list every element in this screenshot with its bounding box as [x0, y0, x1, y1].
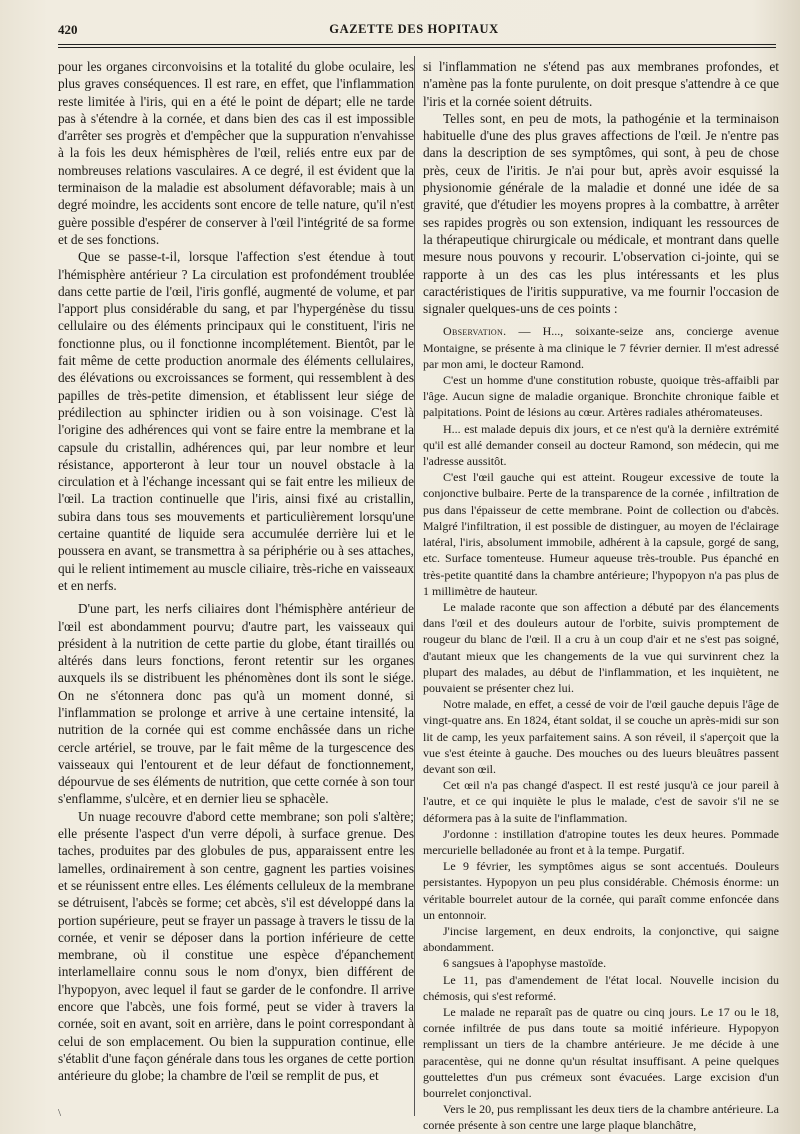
paragraph: Telles sont, en peu de mots, la pathogénie et la terminaison habituelle d'une des plus graves affections de l'œil. Je n'entre pas dans la description de ses symptômes, qui sont, à peu de chose près, ceux de l'iritis. Je n'ai pour but, après avoir esquissé la physionomie générale de la maladie et donné une idée de sa gravité, que d'étudier les moyens propres à la combattre, à arrêter ses rapides progrès ou son extension, indiquant les ressources de la thérapeutique chirurgicale ou médicale, et montrant dans quelle mesure nous pouvons y recourir. L'observation ci-jointe, qui se rapporte à un des cas les plus intéressants et les plus caractéristiques de l'iritis suppurative, va me fournir l'occasion de signaler quelques-uns de ces points : [423, 110, 779, 317]
observation-text: — H..., soixante-seize ans, concierge avenue Montaigne, se présente à ma clinique le 7 février dernier. Il m'est adressé par mon ami, le docteur Ramond. [423, 324, 780, 371]
observation-paragraph: J'incise largement, en deux endroits, la conjonctive, qui saigne abondamment. [423, 923, 779, 955]
observation-paragraph: Le 9 février, les symptômes aigus se sont accentués. Douleurs persistantes. Hypopyon un peu plus considérable. Chémosis énorme: un véritable bourrelet autour de la cornée, qui paraît comme enfoncée dans un entonnoir. [423, 859, 779, 922]
left-column [58, 58, 414, 1085]
observation-paragraph: Le 11, pas d'amendement de l'état local. Nouvelle incision du chémosis, qui s'est reformé. [423, 972, 779, 1003]
page-number: 420 [58, 22, 78, 37]
header-rule [58, 44, 776, 45]
observation-paragraph: Notre malade, en effet, a cessé de voir de l'œil gauche depuis l'âge de vingt-quatre ans. En 1824, étant soldat, il se couche un après-midi sur son lit de camp, les yeux parfaitement sains. A son réveil, il s'aperçoit que la vue s'est éteinte à gauche. Des mouches ou des lueurs bleuâtres passent devant son œil. [423, 697, 779, 776]
margin-mark: \ [58, 1107, 62, 1119]
journal-title: GAZETTE DES HOPITAUX [329, 22, 499, 36]
paragraph: Un nuage recouvre d'abord cette membrane; son poli s'altère; elle présente l'aspect d'un verre dépoli, à surface grenue. Des taches, produites par des globules de pus, apparaissent entre les lamelles, ordinairement à son centre, gagnent les parties voisines et se réunissent entre elles. Les éléments celluleux de la membrane se détruisent, l'abcès se forme; cet abcès, s'il est développé dans la portion supérieure, peut se frayer un passage à travers le tissu de la cornée, et venir se déposer dans la portion inférieure de cette membrane, où il constitue une espèce d'épanchement interlamellaire connu sous le nom d'onyx, bien différent de l'hypopyon, avec lequel il faut se garder de le confondre. Il arrive encore que l'abcès, une fois formé, peut se vider à travers la cornée, soit en avant, soit en arrière, dans le point correspondant à celui de son emplacement. Ou bien la suppuration continue, elle s'établit d'une façon générale dans tous les organes de cette portion antérieure du globe; la chambre de l'œil se remplit de pus, et [58, 808, 414, 1084]
observation-paragraph: H... est malade depuis dix jours, et ce n'est qu'à la dernière extrémité qu'il est allé demander conseil au docteur Ramond, son médecin, qui me l'adresse aussitôt. [423, 421, 779, 469]
observation-paragraph: 6 sangsues à l'apophyse mastoïde. [443, 956, 607, 971]
paragraph: si l'inflammation ne s'étend pas aux membranes profondes, et n'amène pas la fonte purulente, on doit presque s'attendre à ce que l'iris et la cornée soient détruits. [423, 59, 779, 109]
paragraph: Que se passe-t-il, lorsque l'affection s'est étendue à tout l'hémisphère antérieur ? La circulation est profondément troublée dans cette partie de l'œil, l'iris gonflé, augmenté de volume, et par l'apport plus considérable du sang, et par l'hypergénèse du tissu cellulaire ou des éléments principaux qui le constituent, l'iris ne fonctionne plus, ou il fonctionne incomplétement. Bientôt, par le fait même de cette production anormale des éléments cellulaires, des élévations ou excroissances se forment, qui ressemblent à des papilles de très-petite dimension, et établissent leur siége de prédilection au sphincter iridien ou à son voisinage. C'est là l'origine des adhérences qui vont se faire entre la membrane et la capsule du cristallin, adhérences qui, par leur nombre et leur résistance, apporteront à leur tour un nouvel obstacle à la circulation et à l'échange incessant qui se fait entre les milieux de l'œil. La traction continuelle que l'iris, ainsi fixé au cristallin, subira dans tous ses mouvements et particulièrement lorsqu'une certaine quantité de liquide sera accumulée derrière lui et le poussera en avant, se transmettra à sa périphérie ou à ses attaches, qui le relient intimement au muscle ciliaire, très-riche en vaisseaux et en nerfs. [58, 249, 414, 593]
observation-paragraph: Le malade ne reparaît pas de quatre ou cinq jours. Le 17 ou le 18, cornée infiltrée de pus dans toute sa moitié inférieure. Hypopyon remplissant un tiers de la chambre antérieure. Je me décide à une paracentèse, qui ne donne qu'un résultat insuffisant. A peine quelques gouttelettes d'un pus crémeux sont évacuées. Large excision d'un bourrelet conjonctival. [423, 1004, 779, 1100]
observation-paragraph: J'ordonne : instillation d'atropine toutes les deux heures. Pommade mercurielle belladonée au front et à la tempe. Purgatif. [423, 826, 779, 857]
observation-paragraph [423, 323, 779, 372]
page-header [58, 22, 770, 46]
observation-paragraph: Vers le 20, pus remplissant les deux tiers de la chambre antérieure. La cornée présente à son centre une large plaque blanchâtre, [423, 1102, 779, 1133]
right-column [423, 58, 779, 1134]
observation-paragraph: C'est un homme d'une constitution robuste, quoique très-affaibli par l'âge. Aucun signe de maladie organique. Bronchite chronique faible et palpitations. Point de lésions au cœur. Artères radiales athéromateuses. [423, 373, 779, 420]
paragraph: D'une part, les nerfs ciliaires dont l'hémisphère antérieur de l'œil est abondamment pourvu; d'autre part, les vaisseaux qui président à la nutrition de cette partie du globe, étant tiraillés ou altérés dans leurs fonctions, feront retentir sur les organes auxquels ils se distribuent les phénomènes dont ils sont le siége. On ne s'étonnera donc pas qu'à un moment donné, si l'inflammation se prolonge et arrive à une certaine intensité, la nutrition de la cornée qui est comme enchâssée dans un riche cercle artériel, se trouve, par le fait même de la turgescence des vaisseaux qui l'entourent et de leur défaut de fonctionnement, dépourvue de ses éléments de nutrition, que cette cornée à son tour s'enflamme, s'ulcère, et en dernier lieu se sphacèle. [58, 601, 414, 807]
column-divider [414, 56, 415, 1116]
header-rule-thin [58, 47, 776, 48]
observation-paragraph: C'est l'œil gauche qui est atteint. Rougeur excessive de toute la conjonctive bulbaire. Perte de la transparence de la cornée , infiltration de pus dans l'épaisseur de cette membrane. Point de collection ou d'abcès. Malgré l'infiltration, il est possible de distinguer, au moyen de l'éclairage latéral, l'iris, absolument immobile, adhérent à la capsule, gorgé de sang, etc. Surface tomenteuse. Humeur aqueuse très-trouble. Pus épanché en très-petite quantité dans la chambre antérieure; l'hypopyon n'a pas plus de 1 millimètre de hauteur. [423, 470, 779, 598]
observation-paragraph: Cet œil n'a pas changé d'aspect. Il est resté jusqu'à ce jour pareil à l'autre, et ce qui inquiète le plus le malade, c'est de savoir s'il ne se déformera pas à la suite de l'inflammation. [423, 778, 779, 825]
paragraph: pour les organes circonvoisins et la totalité du globe oculaire, les plus graves conséquences. Il est rare, en effet, que l'inflammation reste limitée à l'iris, qui en a été le point de départ; elle ne tarde pas à s'étendre à la cornée, et dans bien des cas il est impossible d'arrêter ses progrès et d'empêcher que la suppuration n'envahisse à la fois les deux hémisphères de l'œil, reliés entre eux par de nombreuses relations vasculaires. A ce degré, il est évident que la terminaison de la maladie est absolument défavorable; mais à un degré moindre, les accidents sont encore de telle nature, qu'il n'est guère possible d'espérer de conserver à l'œil l'intégrité de sa forme et de ses fonctions. [58, 59, 414, 247]
observation-label: Observation. [443, 324, 507, 339]
observation-paragraph: Le malade raconte que son affection a débuté par des élancements dans l'œil et des douleurs autour de l'orbite, suivis promptement de rougeur du blanc de l'œil. Il a cru à un coup d'air et ne s'est pas soigné, d'autant mieux que les changements de la vue qui survinrent chez la plupart des malades, au début de l'inflammation, et les inquiètent, ne pouvaient se présenter chez lui. [423, 599, 779, 695]
